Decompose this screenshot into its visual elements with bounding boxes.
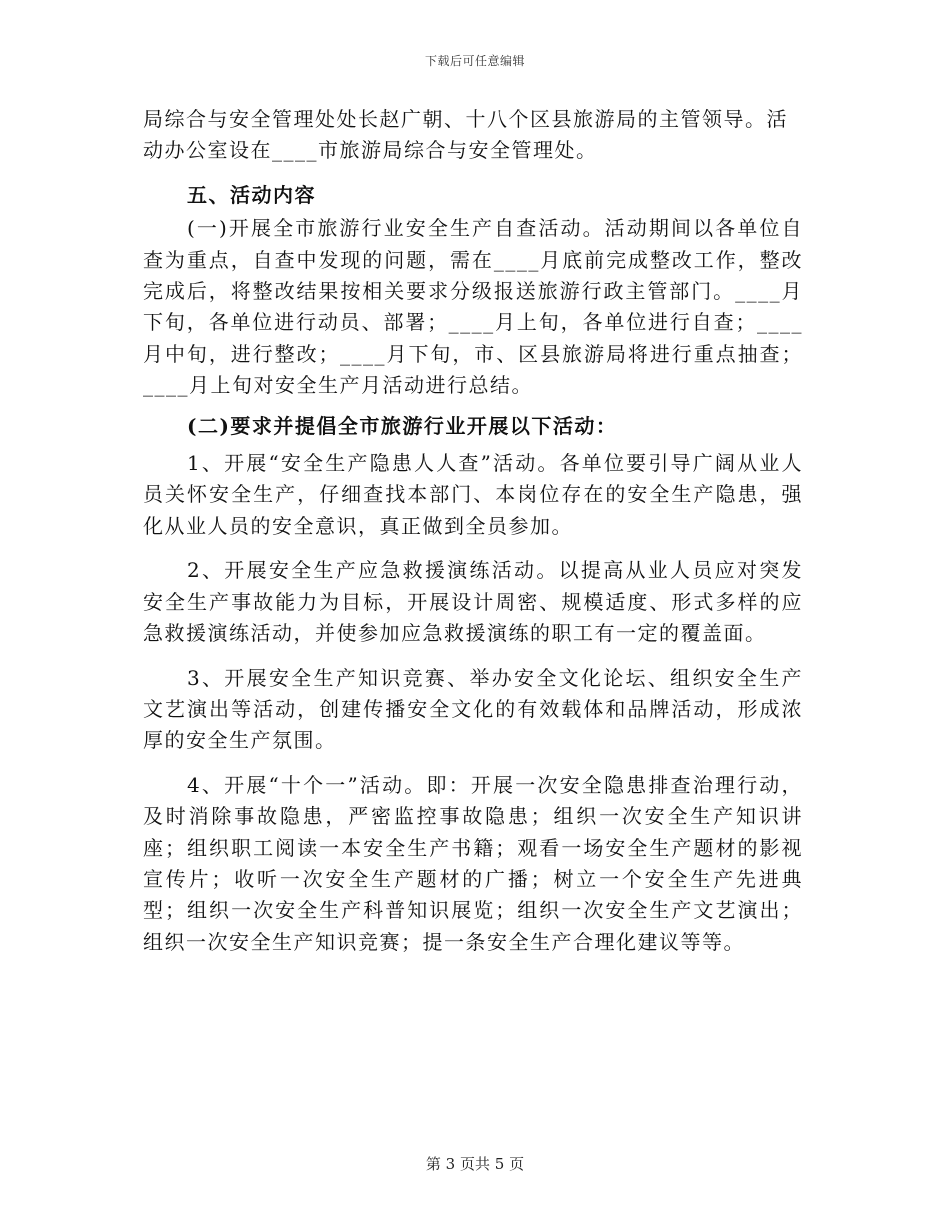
page-footer: 第 3 页共 5 页 xyxy=(425,1155,525,1173)
document-body xyxy=(143,104,803,958)
page-header: 下载后可任意编辑 xyxy=(424,54,525,68)
list-item-emergency-drill: 2、开展安全生产应急救援演练活动。以提高从业人员应对突发安全生产事故能力为目标，开展设计周密、规模适度、形式多样的应急救援演练活动，并使参加应急救援演练的职工有一定的覆盖面。 xyxy=(143,558,803,646)
list-item-ten-ones: 4、开展“十个一”活动。即：开展一次安全隐患排查治理行动，及时消除事故隐患，严密监控事故隐患；组织一次安全生产知识讲座；组织职工阅读一本安全生产书籍；观看一场安全生产题材的影视宣传片；收听一次安全生产题材的广播；树立一个安全生产先进典型；组织一次安全生产科普知识展览；组织一次安全生产文艺演出；组织一次安全生产知识竞赛；提一条安全生产合理化建议等等。 xyxy=(143,772,803,954)
subsection-title-activities: (二)要求并提倡全市旅游行业开展以下活动： xyxy=(187,413,618,438)
paragraph-office-line2: 动办公室设在____市旅游局综合与安全管理处。 xyxy=(143,138,598,163)
section-title-activity-content: 五、活动内容 xyxy=(187,182,316,207)
paragraph-self-inspection: (一)开展全市旅游行业安全生产自查活动。活动期间以各单位自查为重点，自查中发现的问题，需在____月底前完成整改工作，整改完成后，将整改结果按相关要求分级报送旅游行政主管部门。____月下旬，各单位进行动员、部署；____月上旬，各单位进行自查；____月中旬，进行整改；____月下旬，市、区县旅游局将进行重点抽查；____月上旬对安全生产月活动进行总结。 xyxy=(143,216,803,398)
list-item-knowledge-contest: 3、开展安全生产知识竞赛、举办安全文化论坛、组织安全生产文艺演出等活动，创建传播安全文化的有效载体和品牌活动，形成浓厚的安全生产氛围。 xyxy=(143,665,803,753)
paragraph-office-line1: 局综合与安全管理处处长赵广朝、十八个区县旅游局的主管领导。活 xyxy=(143,107,788,131)
list-item-hazard-check: 1、开展“安全生产隐患人人查”活动。各单位要引导广阔从业人员关怀安全生产，仔细查找本部门、本岗位存在的安全生产隐患，强化从业人员的安全意识，真正做到全员参加。 xyxy=(143,451,803,538)
